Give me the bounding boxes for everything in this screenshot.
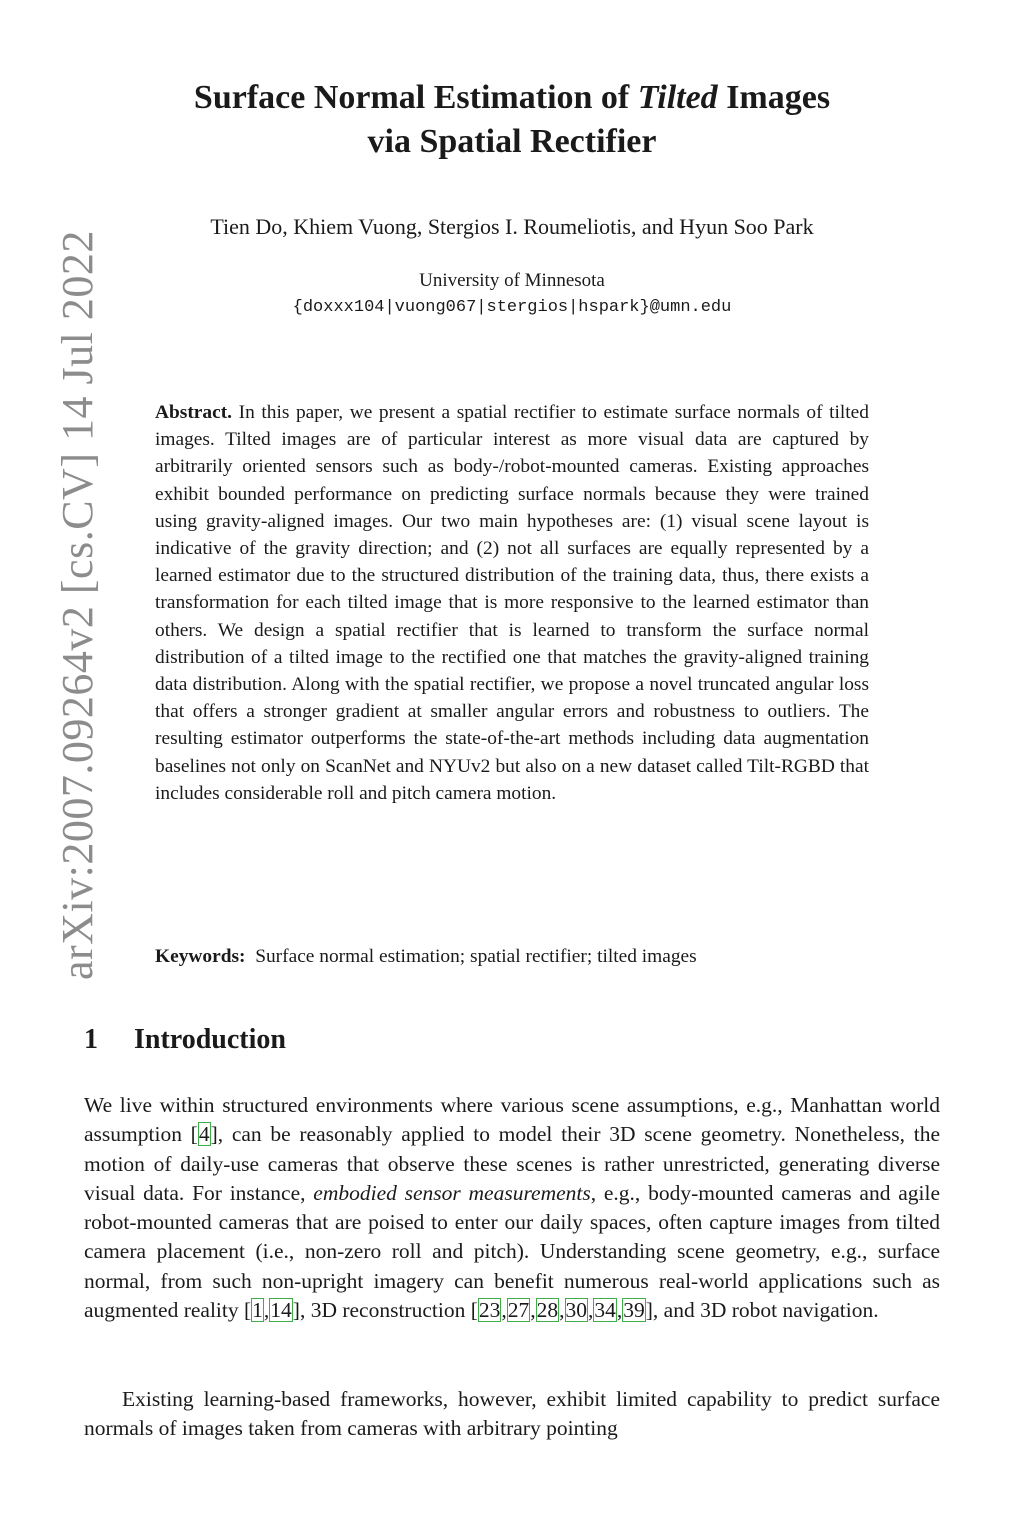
section-title: Introduction: [134, 1024, 286, 1055]
intro-text: ], can be reasonably applied to model their 3D scene geometry. Nonetheless, the motion of daily-use cameras that observe these scenes is rather unrestricted, generating diverse visual data. For instance,: [84, 1122, 940, 1205]
citation-link[interactable]: 34: [594, 1298, 616, 1323]
citation-link[interactable]: 23: [478, 1298, 501, 1323]
citation-link[interactable]: 30: [565, 1298, 587, 1323]
citation-separator: ,: [263, 1298, 270, 1323]
author-emails: {doxxx104|vuong067|stergios|hspark}@umn.edu: [292, 298, 732, 317]
intro-text: We live within structured environments where various scene assumptions, e.g., Manhattan world assumption [: [84, 1093, 940, 1147]
citation-link[interactable]: 39: [623, 1298, 645, 1323]
keywords: [155, 943, 869, 970]
citation-separator: ,: [588, 1298, 594, 1323]
affiliation: University of Minnesota: [419, 270, 605, 291]
citation-separator: ,: [559, 1298, 565, 1323]
arxiv-identifier-stamp: arXiv:2007.09264v2 [cs.CV] 14 Jul 2022: [53, 230, 102, 980]
author-list: Tien Do, Khiem Vuong, Stergios I. Roumeliotis, and Hyun Soo Park: [210, 214, 814, 239]
intro-text: ], and 3D robot navigation.: [645, 1298, 879, 1323]
title-line-2: via Spatial Rectifier: [367, 123, 657, 160]
citation-link[interactable]: 27: [507, 1298, 530, 1323]
abstract-text: In this paper, we present a spatial rectifier to estimate surface normals of tilted images. Tilted images are of particular interest as more visual data are captured by arbitrarily oriented sensors such as body-/robot-mounted cameras. Existing approaches exhibit bounded performance on predicting surface normals because they were trained using gravity-aligned images. Our two main hypotheses are: (1) visual scene layout is indicative of the gravity direction; and (2) not all surfaces are equally represented by a learned estimator due to the structured distribution of the training data, thus, there exists a transformation for each tilted image that is more responsive to the learned estimator than others. We design a spatial rectifier that is learned to transform the surface normal distribution of a tilted image to the rectified one that matches the gravity-aligned training data distribution. Along with the spatial rectifier, we propose a novel truncated angular loss that offers a stronger gradient at smaller angular errors and robustness to outliers. The resulting estimator outperforms the state-of-the-art methods including data augmentation baselines not only on ScanNet and NYUv2 but also on a new dataset called Tilt-RGBD that includes considerable roll and pitch camera motion.: [155, 402, 869, 804]
abstract-label: Abstract.: [155, 402, 233, 423]
title-line1-before: Surface Normal Estimation of: [193, 79, 638, 116]
citation-link[interactable]: 1: [252, 1298, 263, 1323]
citation-link[interactable]: 4: [198, 1122, 210, 1147]
title-line-1: [100, 76, 924, 120]
title-line1-after: Images: [717, 79, 831, 116]
intro-text: ], 3D reconstruction [: [292, 1298, 478, 1323]
intro-text: , e.g., body-mounted cameras and agile robot-mounted cameras that are poised to enter our daily spaces, often capture images from tilted camera placement (i.e., non-zero roll and pitch). Understanding scene geometry, e.g., surface normal, from such non-upright imagery can benefit numerous real-world applications such as augmented reality [: [84, 1180, 940, 1323]
intro-paragraph-2: Existing learning-based frameworks, however, exhibit limited capability to predict surface normals of images taken from cameras with arbitrary pointing: [84, 1387, 940, 1441]
citation-link[interactable]: 28: [536, 1298, 559, 1323]
citation-separator: ,: [530, 1298, 536, 1323]
keywords-label: Keywords:: [155, 946, 246, 967]
abstract: [155, 399, 869, 807]
paper-title: [100, 76, 924, 164]
intro-emphasis: embodied sensor measurements: [313, 1180, 591, 1205]
citation-separator: ,: [501, 1298, 507, 1323]
citation-separator: ,: [616, 1298, 623, 1323]
keywords-text: Surface normal estimation; spatial rectifier; tilted images: [255, 946, 697, 967]
citation-link[interactable]: 14: [270, 1298, 292, 1323]
intro-paragraph-1: [84, 1091, 940, 1325]
section-number: 1: [84, 1024, 98, 1055]
section-heading-introduction: [84, 1022, 286, 1058]
title-line1-emph: Tilted: [637, 79, 718, 116]
